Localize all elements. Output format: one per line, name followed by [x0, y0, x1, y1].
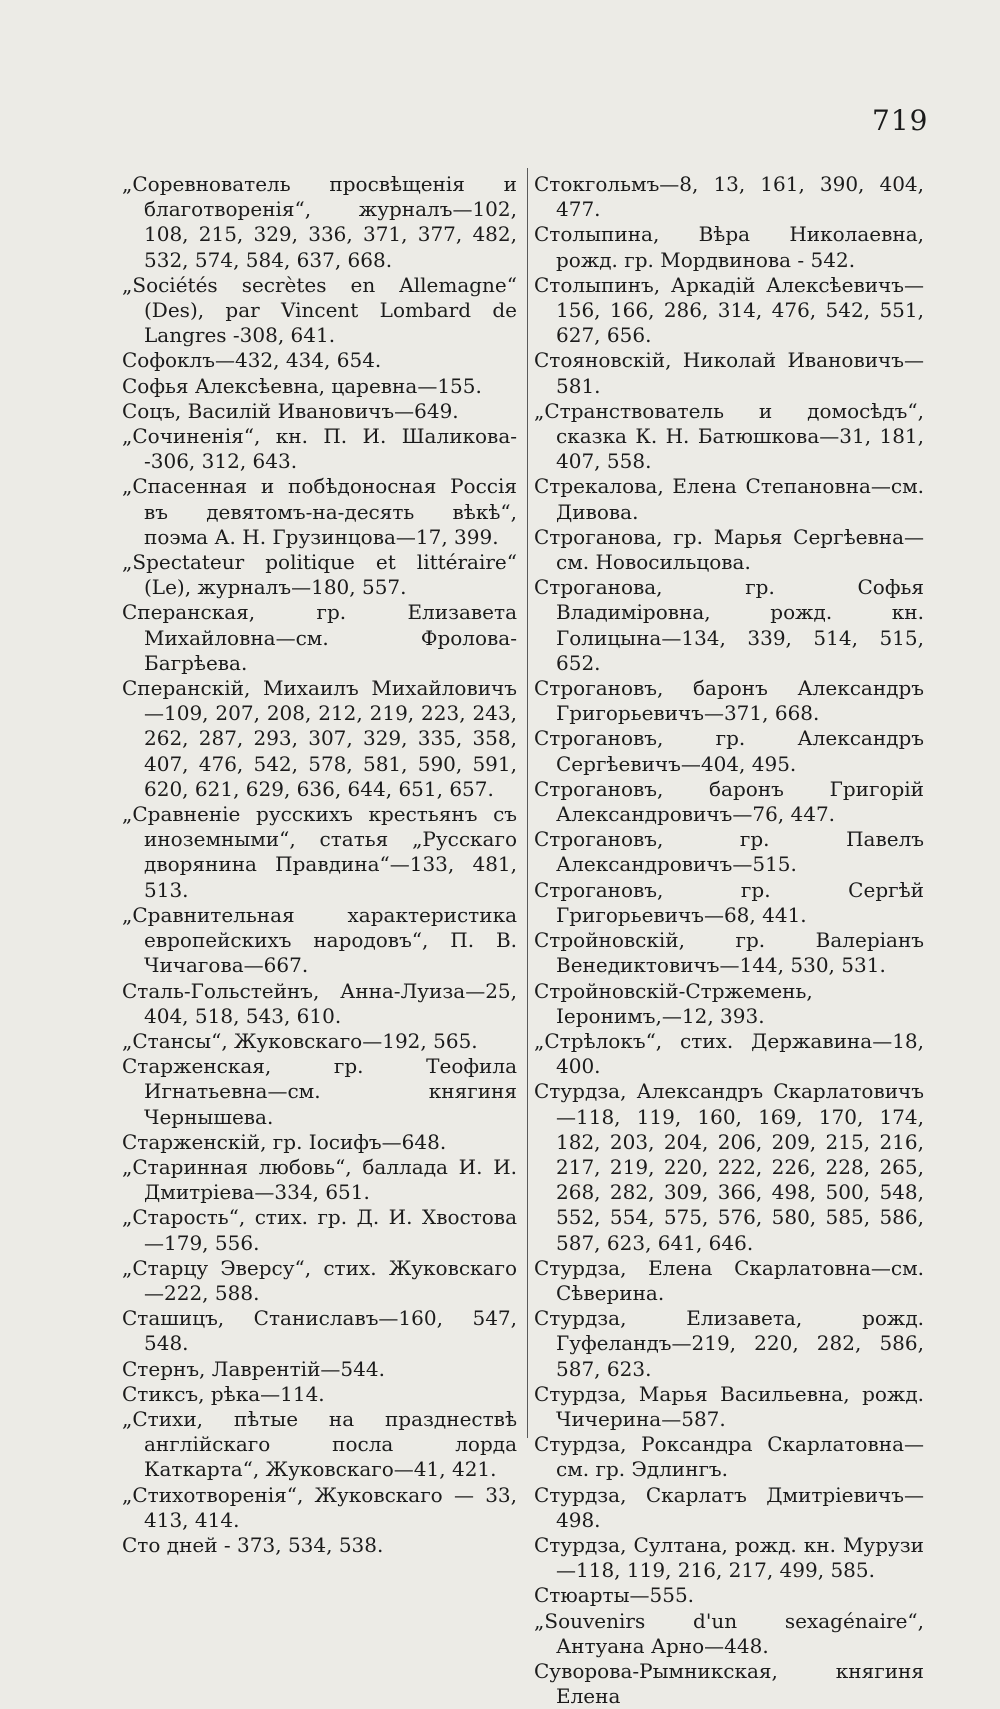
index-entry: Стурдза, Елизавета, рожд. Гуфеландъ—219, 220, 282, 586, 587, 623. [534, 1306, 924, 1381]
index-entry: Стиксъ, рѣка—114. [122, 1381, 325, 1406]
index-entry: „Стихи, пѣтые на празднествѣ англійскаго посла лорда Каткарта“, Жуковскаго—41, 421. [122, 1406, 517, 1482]
index-entry: Строганова, гр. Софья Владиміровна, рожд. кн. Голицына—134, 339, 514, 515, 652. [534, 575, 924, 675]
index-entry: Стрекалова, Елена Степановна—см. Дивова. [534, 474, 924, 524]
index-entry: Соцъ, Василій Ивановичъ—649. [122, 398, 459, 423]
page-number: 719 [872, 104, 929, 137]
index-entry: Строганова, гр. Марья Сергѣевна—см. Новосильцова. [534, 524, 924, 575]
index-entry: „Соревнователь просвѣщенія и благотворенія“, журналъ—102, 108, 215, 329, 336, 371, 377, 482, 532, 574, 584, 637, 668. [122, 172, 517, 272]
index-entry: Сто дней - 373, 534, 538. [122, 1532, 384, 1557]
index-entry: Стернъ, Лаврентій—544. [122, 1356, 385, 1381]
index-entry: Стурдза, Марья Васильевна, рожд. Чичерина—587. [534, 1381, 924, 1431]
index-entry: Стурдза, Роксандра Скарлатовна—см. гр. Эдлингъ. [534, 1432, 924, 1482]
index-entry: Сталь-Гольстейнъ, Анна-Луиза—25, 404, 518, 543, 610. [122, 978, 517, 1028]
index-entry: Сташицъ, Станиславъ—160, 547, 548. [122, 1306, 517, 1356]
index-entry: Софоклъ—432, 434, 654. [122, 348, 382, 373]
index-entry: „Sociétés secrètes en Allemagne“ (Des), par Vincent Lombard de Langres -308, 641. [122, 272, 517, 348]
index-entry: „Старцу Эверсу“, стих. Жуковскаго—222, 588. [122, 1255, 517, 1305]
index-entry: Стюарты—555. [534, 1583, 695, 1608]
index-entry: „Souvenirs d'un sexagénaire“, Антуана Арно—448. [534, 1608, 924, 1658]
index-entry: „Спасенная и побѣдоносная Россія въ девятомъ-на-десять вѣкѣ“, поэма А. Н. Грузинцова—17, 399. [122, 474, 517, 549]
index-entry: Софья Алексѣевна, царевна—155. [122, 373, 482, 398]
index-entry: Сперанскій, Михаилъ Михайловичъ—109, 207, 208, 212, 219, 223, 243, 262, 287, 293, 307, 329, 335, 358, 407, 476, 542, 578, 581, 590, 591, 620, 621, 629, 636, 644, 651, 657. [122, 676, 517, 801]
index-entry: „Странствователь и домосѣдъ“, сказка К. Н. Батюшкова—31, 181, 407, 558. [534, 398, 924, 474]
index-entry: Старженская, гр. Теофила Игнатьевна—см. княгиня Чернышева. [122, 1054, 517, 1129]
index-entry: Стокгольмъ—8, 13, 161, 390, 404, 477. [534, 172, 924, 222]
index-entry: Строгановъ, гр. Александръ Сергѣевичъ—404, 495. [534, 726, 924, 776]
index-entry: „Стансы“, Жуковскаго—192, 565. [122, 1028, 478, 1053]
index-column-left [122, 172, 517, 1558]
index-column-right [534, 172, 924, 1709]
index-entry: Столыпинъ, Аркадій Алексѣевичъ—156, 166, 286, 314, 476, 542, 551, 627, 656. [534, 272, 924, 348]
column-divider [527, 168, 528, 1438]
index-entry: Строгановъ, гр. Павелъ Александровичъ—515. [534, 827, 924, 877]
index-entry: Стурдза, Султана, рожд. кн. Мурузи—118, 119, 216, 217, 499, 585. [534, 1532, 924, 1583]
index-entry: „Сравнительная характеристика европейскихъ народовъ“, П. В. Чичагова—667. [122, 902, 517, 978]
index-entry: Строгановъ, гр. Сергѣй Григорьевичъ—68, 441. [534, 877, 924, 927]
index-entry: Строгановъ, баронъ Александръ Григорьевичъ—371, 668. [534, 676, 924, 726]
index-entry: Суворова-Рымникская, княгиня Елена [534, 1658, 924, 1709]
index-entry: „Старинная любовь“, баллада И. И. Дмитріева—334, 651. [122, 1154, 517, 1205]
index-entry: Стояновскій, Николай Ивановичъ—581. [534, 348, 924, 398]
index-entry: Стурдза, Александръ Скарлатовичъ—118, 119, 160, 169, 170, 174, 182, 203, 204, 206, 209, 215, 216, 217, 219, 220, 222, 226, 228, 265, 268, 282, 309, 366, 498, 500, 548, 552, 554, 575, 576, 580, 585, 586, 587, 623, 641, 646. [534, 1079, 924, 1255]
index-entry: Стройновскій, гр. Валеріанъ Венедиктовичъ—144, 530, 531. [534, 928, 924, 978]
index-entry: Столыпина, Вѣра Николаевна, рожд. гр. Мордвинова - 542. [534, 222, 924, 272]
index-entry: „Сочиненія“, кн. П. И. Шаликова--306, 312, 643. [122, 424, 517, 474]
index-entry: „Старость“, стих. гр. Д. И. Хвостова—179, 556. [122, 1205, 517, 1255]
index-entry: Стурдза, Скарлатъ Дмитріевичъ—498. [534, 1482, 924, 1532]
index-entry: Стурдза, Елена Скарлатовна—см. Сѣверина. [534, 1255, 924, 1305]
index-entry: Стройновскій-Стржемень, Іеронимъ,—12, 393. [534, 978, 813, 1028]
index-entry: Старженскій, гр. Іосифъ—648. [122, 1129, 447, 1154]
index-entry: „Стрѣлокъ“, стих. Державина—18, 400. [534, 1028, 924, 1079]
index-entry: „Spectateur politique et littéraire“ (Le), журналъ—180, 557. [122, 550, 517, 600]
index-entry: Строгановъ, баронъ Григорій Александровичъ—76, 447. [534, 776, 924, 827]
index-entry: „Стихотворенія“, Жуковскаго — 33, 413, 414. [122, 1482, 517, 1532]
index-entry: Сперанская, гр. Елизавета Михайловна—см. Фролова-Багрѣева. [122, 600, 517, 675]
index-entry: „Сравненіе русскихъ крестьянъ съ иноземными“, статья „Русскаго дворянина Правдина“—133, 481, 513. [122, 802, 517, 902]
